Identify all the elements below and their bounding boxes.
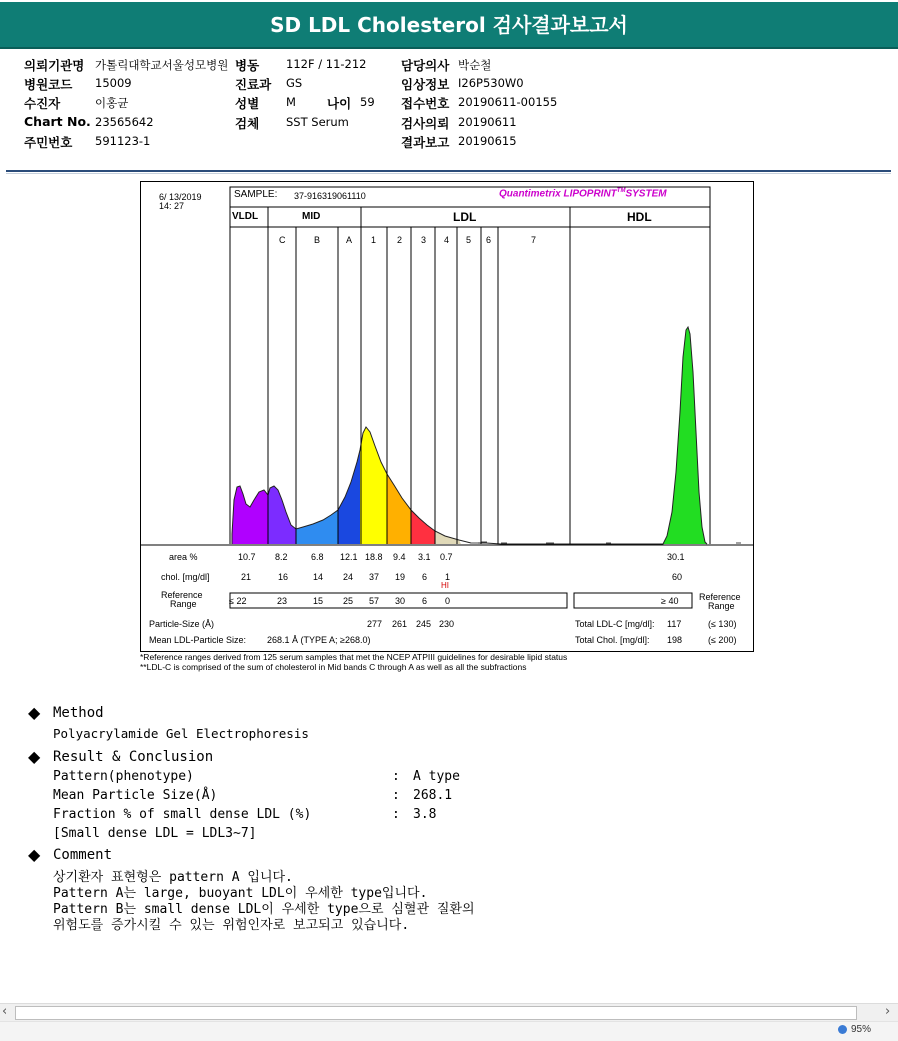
result-label: Mean Particle Size(Å) bbox=[53, 788, 218, 803]
particle-value: 277 bbox=[367, 619, 383, 629]
area-value: 8.2 bbox=[275, 552, 288, 562]
area-value: 6.8 bbox=[311, 552, 324, 562]
row-label-chol: chol. [mg/dl] bbox=[161, 572, 210, 582]
lipoprint-figure bbox=[140, 181, 754, 652]
peak-fills bbox=[232, 327, 707, 544]
field-value-reception-no: 20190611-00155 bbox=[458, 95, 558, 109]
band-label: 5 bbox=[466, 235, 472, 245]
particle-value: 230 bbox=[439, 619, 455, 629]
result-colon: : bbox=[392, 788, 400, 803]
field-value-sex: M bbox=[286, 95, 296, 109]
ref-value: 30 bbox=[395, 596, 406, 606]
field-label-sex: 성별 bbox=[235, 96, 260, 111]
area-value: 18.8 bbox=[365, 552, 383, 562]
field-value-chart-no: 23565642 bbox=[95, 115, 154, 129]
field-value-request-date: 20190611 bbox=[458, 115, 517, 129]
particle-value: 261 bbox=[392, 619, 408, 629]
chol-value: 21 bbox=[241, 572, 252, 582]
header-divider-shadow bbox=[6, 173, 891, 174]
total-chol-label: Total Chol. [mg/dl]: bbox=[575, 635, 650, 645]
horizontal-scrollbar[interactable] bbox=[0, 1003, 898, 1021]
ref-value: 23 bbox=[277, 596, 288, 606]
field-value-age: 59 bbox=[360, 95, 375, 109]
vldl-fill bbox=[232, 486, 268, 544]
report-title-bar bbox=[0, 2, 898, 49]
result-value-fraction: 3.8 bbox=[413, 807, 437, 822]
field-label-chart-no: Chart No. bbox=[24, 114, 91, 129]
scroll-left-arrow-icon[interactable]: ‹ bbox=[2, 1004, 8, 1019]
band-label: 4 bbox=[444, 235, 450, 245]
ref-value: 0 bbox=[445, 596, 451, 606]
field-value-report-date: 20190615 bbox=[458, 134, 517, 148]
patient-info-block bbox=[0, 54, 898, 154]
band-label: 7 bbox=[531, 235, 537, 245]
ref-value: 6 bbox=[422, 596, 428, 606]
row-label-range: Range bbox=[170, 599, 197, 609]
row-label-reference: Reference bbox=[161, 590, 203, 600]
field-label-reception-no: 접수번호 bbox=[401, 96, 450, 111]
mean-size-value: 268.1 Å (TYPE A; ≥268.0) bbox=[267, 635, 371, 645]
result-value-mean-size: 268.1 bbox=[413, 788, 453, 803]
band-label: 6 bbox=[486, 235, 492, 245]
chol-value: 14 bbox=[313, 572, 324, 582]
field-label-age: 나이 bbox=[327, 96, 352, 111]
section-label-ldl: LDL bbox=[453, 210, 477, 224]
status-bar bbox=[0, 1021, 898, 1041]
field-value-patient: 이홍균 bbox=[95, 96, 129, 110]
scroll-right-arrow-icon[interactable]: › bbox=[885, 1004, 891, 1019]
band-label: C bbox=[279, 235, 286, 245]
field-label-department: 진료과 bbox=[235, 77, 272, 92]
scroll-thumb[interactable] bbox=[15, 1006, 857, 1020]
area-value: 12.1 bbox=[340, 552, 358, 562]
field-label-hospital-code: 병원코드 bbox=[24, 77, 73, 92]
chol-value: 37 bbox=[369, 572, 380, 582]
diamond-bullet-icon: ◆ bbox=[28, 703, 41, 722]
field-label-specimen: 검체 bbox=[235, 116, 260, 131]
band-label: 3 bbox=[421, 235, 427, 245]
method-text: Polyacrylamide Gel Electrophoresis bbox=[53, 726, 309, 741]
field-value-hospital-code: 15009 bbox=[95, 76, 132, 90]
ref-value: 25 bbox=[343, 596, 354, 606]
diamond-bullet-icon: ◆ bbox=[28, 747, 41, 766]
particle-value: 245 bbox=[416, 619, 432, 629]
comment-line: 위험도를 증가시킬 수 있는 위험인자로 보고되고 있습니다. bbox=[53, 918, 410, 933]
field-value-resident-no: 591123-1 bbox=[95, 134, 151, 148]
field-label-request-date: 검사의뢰 bbox=[401, 116, 450, 131]
area-value: 3.1 bbox=[418, 552, 431, 562]
ldl1-fill bbox=[360, 427, 387, 544]
total-chol-value: 198 bbox=[667, 635, 683, 645]
hi-flag: HI bbox=[441, 581, 449, 590]
hdl-ref-value: ≥ 40 bbox=[661, 596, 679, 606]
field-value-clinical-info: I26P530W0 bbox=[458, 76, 524, 90]
sample-label: SAMPLE: bbox=[234, 189, 278, 200]
hdl-chol-value: 60 bbox=[672, 572, 683, 582]
field-label-institution: 의뢰기관명 bbox=[24, 58, 85, 73]
total-chol-ref: (≤ 200) bbox=[708, 635, 737, 645]
brand-logo: Quantimetrix LIPOPRINT™SYSTEM bbox=[499, 188, 667, 200]
result-value-pattern: A type bbox=[413, 769, 460, 784]
total-ldl-value: 117 bbox=[667, 619, 682, 629]
ref-right-label: Reference bbox=[699, 592, 741, 602]
total-ldl-label: Total LDL-C [mg/dl]: bbox=[575, 619, 655, 629]
band-label: B bbox=[314, 235, 321, 245]
result-label: Pattern(phenotype) bbox=[53, 769, 194, 784]
footnote: **LDL-C is comprised of the sum of cholesterol in Mid bands C through A as well as all the subfractions bbox=[140, 662, 527, 672]
field-label-doctor: 담당의사 bbox=[401, 58, 450, 73]
comment-line: Pattern B는 small dense LDL이 우세한 type으로 심혈관 질환의 bbox=[53, 902, 475, 917]
report-title: SD LDL Cholesterol 검사결과보고서 bbox=[270, 13, 628, 37]
result-label: Fraction % of small dense LDL (%) bbox=[53, 807, 312, 822]
field-label-patient: 수진자 bbox=[24, 96, 61, 111]
chol-value: 16 bbox=[278, 572, 289, 582]
footnote: *Reference ranges derived from 125 serum samples that met the NCEP ATPIII guidelines for desirable lipid status bbox=[140, 652, 568, 662]
diamond-bullet-icon: ◆ bbox=[28, 845, 41, 864]
ldl2-fill bbox=[387, 474, 411, 544]
zoom-icon[interactable] bbox=[838, 1025, 847, 1034]
field-value-institution: 가톨릭대학교서울성모병원 bbox=[95, 58, 229, 72]
row-label-mean-size: Mean LDL-Particle Size: bbox=[149, 635, 247, 645]
area-value: 10.7 bbox=[238, 552, 256, 562]
row-label-area: area % bbox=[169, 552, 198, 562]
field-label-report-date: 결과보고 bbox=[401, 135, 450, 150]
header-divider bbox=[6, 170, 891, 172]
chol-value: 1 bbox=[445, 572, 451, 582]
field-value-specimen: SST Serum bbox=[286, 115, 349, 129]
result-heading: Result & Conclusion bbox=[53, 749, 214, 765]
figure-date: 6/ 13/2019 bbox=[159, 192, 202, 202]
area-value: 9.4 bbox=[393, 552, 406, 562]
ref-value: 57 bbox=[369, 596, 380, 606]
band-label: 1 bbox=[371, 235, 377, 245]
field-label-resident-no: 주민번호 bbox=[24, 135, 73, 150]
sample-value: 37-916319061110 bbox=[294, 191, 366, 201]
mid-c-fill bbox=[268, 486, 296, 544]
total-ldl-ref: (≤ 130) bbox=[708, 619, 737, 629]
comment-heading: Comment bbox=[53, 847, 113, 863]
field-label-clinical-info: 임상정보 bbox=[401, 77, 450, 92]
band-label: 2 bbox=[397, 235, 403, 245]
section-dividers bbox=[230, 207, 710, 544]
result-colon: : bbox=[392, 769, 400, 784]
chol-value: 19 bbox=[395, 572, 406, 582]
profile-trace bbox=[232, 327, 707, 544]
area-value: 0.7 bbox=[440, 552, 453, 562]
band-label: A bbox=[346, 235, 353, 245]
section-label-vldl: VLDL bbox=[232, 211, 259, 222]
field-label-ward: 병동 bbox=[235, 58, 260, 73]
section-label-hdl: HDL bbox=[627, 210, 652, 224]
comment-line: Pattern A는 large, buoyant LDL이 우세한 type입니다. bbox=[53, 886, 428, 901]
ref-value: ≤ 22 bbox=[229, 596, 247, 606]
comment-line: 상기환자 표현형은 pattern A 입니다. bbox=[53, 870, 293, 885]
ref-value: 15 bbox=[313, 596, 324, 606]
section-label-mid: MID bbox=[302, 211, 321, 222]
result-colon: : bbox=[392, 807, 400, 822]
field-value-department: GS bbox=[286, 76, 303, 90]
field-value-ward: 112F / 11-212 bbox=[286, 57, 367, 71]
hdl-area-value: 30.1 bbox=[667, 552, 685, 562]
row-label-particle-size: Particle-Size (Å) bbox=[149, 619, 215, 629]
figure-time: 14: 27 bbox=[159, 201, 185, 211]
chol-value: 6 bbox=[422, 572, 428, 582]
ldl3-fill bbox=[411, 510, 435, 544]
field-value-doctor: 박순철 bbox=[458, 58, 492, 72]
method-heading: Method bbox=[53, 705, 104, 721]
chol-value: 24 bbox=[343, 572, 354, 582]
result-note: [Small dense LDL = LDL3~7] bbox=[53, 826, 257, 841]
zoom-level[interactable]: 95% bbox=[851, 1024, 872, 1035]
ref-right-label-range: Range bbox=[708, 601, 735, 611]
